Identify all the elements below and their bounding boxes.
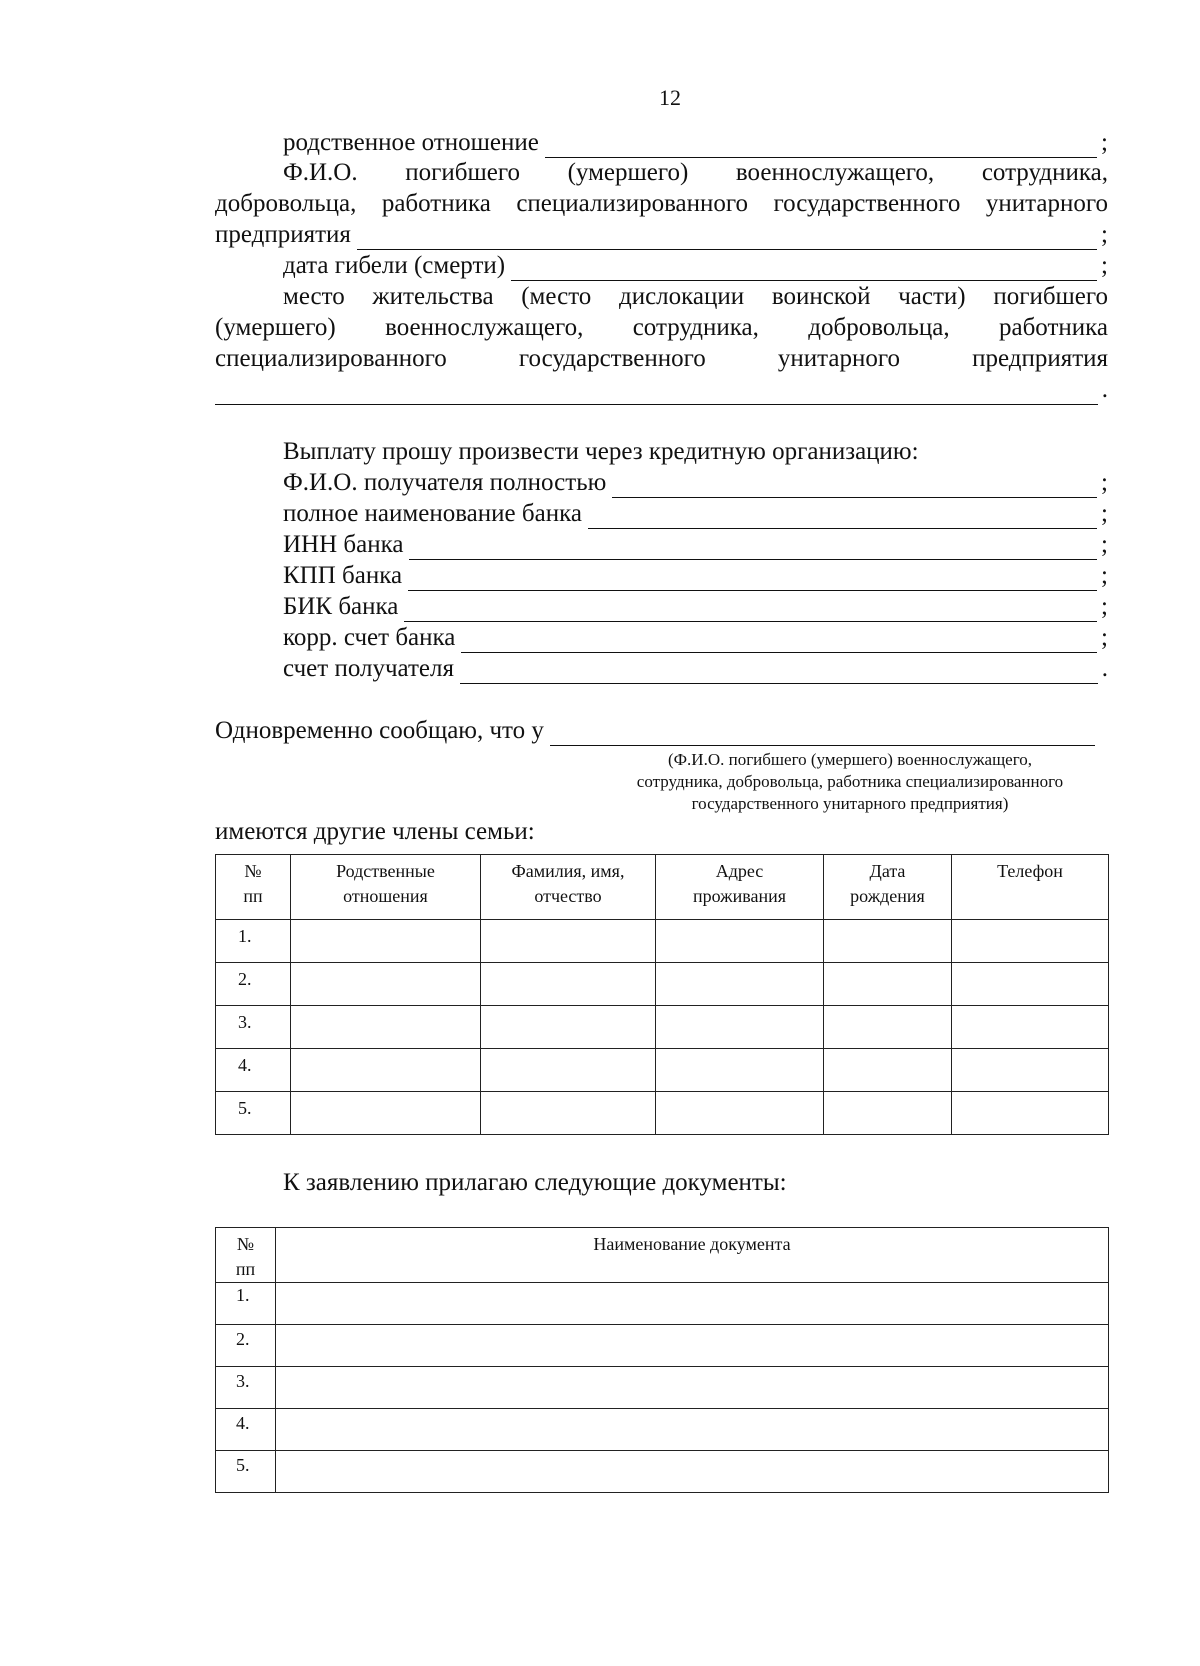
table-cell[interactable]	[276, 1367, 1109, 1409]
deceased-name-input-line[interactable]	[550, 722, 1095, 746]
table-cell[interactable]	[481, 920, 656, 963]
table-cell[interactable]	[952, 920, 1109, 963]
table-cell[interactable]	[276, 1325, 1109, 1367]
semicolon: ;	[1101, 129, 1108, 156]
residence-field	[215, 375, 1108, 405]
payment-field-label: КПП банка	[283, 562, 403, 589]
residence-line-3: специализированного государственного унитарного предприятия	[215, 345, 1109, 372]
header-number: № пп	[216, 1228, 276, 1283]
row-number: 1.	[216, 920, 291, 963]
payment-field-bik	[283, 592, 1108, 622]
field-end: .	[1101, 655, 1108, 682]
payment-heading: Выплату прошу произвести через кредитную организацию:	[283, 438, 919, 465]
table-cell[interactable]	[656, 1049, 824, 1092]
header-document-name: Наименование документа	[276, 1228, 1109, 1283]
table-cell[interactable]	[481, 1006, 656, 1049]
payment-field-label: Ф.И.О. получателя полностью	[283, 469, 607, 496]
relationship-input-line[interactable]	[545, 134, 1097, 158]
table-cell[interactable]	[291, 1049, 481, 1092]
table-cell[interactable]	[481, 1049, 656, 1092]
table-row	[216, 1367, 1109, 1409]
residence-line-1: место жительства (место дислокации воинской части) погибшего	[283, 283, 1109, 310]
field-end: ;	[1101, 531, 1108, 558]
table-header-row	[216, 855, 1109, 920]
family-intro-field	[215, 716, 1095, 746]
header-number: № пп	[216, 855, 291, 920]
payment-field-label: БИК банка	[283, 593, 399, 620]
table-cell[interactable]	[824, 1049, 952, 1092]
table-cell[interactable]	[291, 1006, 481, 1049]
table-row	[216, 1006, 1109, 1049]
table-cell[interactable]	[656, 920, 824, 963]
header-phone: Телефон	[952, 855, 1109, 920]
payment-input-line[interactable]	[461, 629, 1097, 653]
payment-field-label: корр. счет банка	[283, 624, 456, 651]
deceased-caption-line-3: государственного унитарного предприятия)	[691, 794, 1009, 813]
table-row	[216, 1325, 1109, 1367]
table-cell[interactable]	[824, 920, 952, 963]
table-cell[interactable]	[291, 963, 481, 1006]
deceased-caption-line-1: (Ф.И.О. погибшего (умершего) военнослужащего,	[667, 750, 1033, 769]
field-end: ;	[1101, 624, 1108, 651]
table-cell[interactable]	[481, 1092, 656, 1135]
payment-input-line[interactable]	[409, 536, 1097, 560]
table-cell[interactable]	[952, 1006, 1109, 1049]
payment-field-inn	[283, 530, 1108, 560]
documents-table	[215, 1227, 1109, 1493]
table-row	[216, 1409, 1109, 1451]
table-cell[interactable]	[656, 1006, 824, 1049]
row-number: 5.	[216, 1451, 276, 1493]
table-cell[interactable]	[824, 963, 952, 1006]
fio-enterprise-label: предприятия	[215, 221, 351, 248]
field-end: ;	[1101, 469, 1108, 496]
row-number: 3.	[216, 1006, 291, 1049]
table-cell[interactable]	[656, 963, 824, 1006]
table-row	[216, 920, 1109, 963]
deceased-caption-line-2: сотрудника, добровольца, работника специализированного	[636, 772, 1064, 791]
payment-field-bank-name	[283, 499, 1108, 529]
payment-field-label: полное наименование банка	[283, 500, 582, 527]
family-members-table	[215, 854, 1109, 1135]
payment-field-recipient-account	[283, 654, 1108, 684]
field-end: ;	[1101, 562, 1108, 589]
documents-heading: К заявлению прилагаю следующие документы:	[283, 1169, 787, 1196]
payment-field-label: счет получателя	[283, 655, 454, 682]
semicolon: ;	[1101, 221, 1108, 248]
row-number: 4.	[216, 1049, 291, 1092]
residence-line-2: (умершего) военнослужащего, сотрудника, добровольца, работника	[215, 314, 1109, 341]
field-end: ;	[1101, 500, 1108, 527]
period: .	[1101, 376, 1108, 403]
table-cell[interactable]	[952, 1049, 1109, 1092]
table-cell[interactable]	[291, 920, 481, 963]
table-cell[interactable]	[824, 1092, 952, 1135]
header-address: Адрес проживания	[656, 855, 824, 920]
death-date-field	[283, 251, 1108, 281]
table-row	[216, 963, 1109, 1006]
table-row	[216, 1283, 1109, 1325]
payment-field-kpp	[283, 561, 1108, 591]
row-number: 1.	[216, 1283, 276, 1325]
residence-input-line[interactable]	[215, 381, 1098, 405]
header-relationship: Родственные отношения	[291, 855, 481, 920]
row-number: 3.	[216, 1367, 276, 1409]
payment-field-recipient-name	[283, 468, 1108, 498]
page-number: 12	[659, 85, 681, 110]
death-date-label: дата гибели (смерти)	[283, 252, 506, 279]
fio-input-line[interactable]	[357, 226, 1097, 250]
family-intro-label: Одновременно сообщаю, что у	[215, 717, 544, 744]
payment-field-label: ИНН банка	[283, 531, 404, 558]
table-cell[interactable]	[276, 1409, 1109, 1451]
fio-line-2: добровольца, работника специализированного государственного унитарного	[215, 190, 1108, 217]
row-number: 2.	[216, 1325, 276, 1367]
table-cell[interactable]	[291, 1092, 481, 1135]
death-date-input-line[interactable]	[511, 257, 1097, 281]
fio-line-1: Ф.И.О. погибшего (умершего) военнослужащего, сотрудника,	[283, 159, 1108, 186]
header-full-name: Фамилия, имя, отчество	[481, 855, 656, 920]
fio-field	[215, 220, 1108, 250]
payment-field-corr-account	[283, 623, 1108, 653]
semicolon: ;	[1101, 252, 1108, 279]
row-number: 5.	[216, 1092, 291, 1135]
table-cell[interactable]	[656, 1092, 824, 1135]
table-cell[interactable]	[276, 1451, 1109, 1493]
payment-input-line[interactable]	[404, 598, 1097, 622]
table-cell[interactable]	[824, 1006, 952, 1049]
table-header-row	[216, 1228, 1109, 1283]
payment-input-line[interactable]	[460, 660, 1098, 684]
payment-input-line[interactable]	[408, 567, 1097, 591]
family-members-label: имеются другие члены семьи:	[215, 818, 535, 845]
field-end: ;	[1101, 593, 1108, 620]
header-birth-date: Дата рождения	[824, 855, 952, 920]
table-row	[216, 1451, 1109, 1493]
table-row	[216, 1049, 1109, 1092]
relationship-label: родственное отношение	[283, 129, 539, 156]
table-cell[interactable]	[952, 963, 1109, 1006]
row-number: 2.	[216, 963, 291, 1006]
table-cell[interactable]	[952, 1092, 1109, 1135]
table-cell[interactable]	[276, 1283, 1109, 1325]
payment-input-line[interactable]	[588, 505, 1097, 529]
row-number: 4.	[216, 1409, 276, 1451]
table-row	[216, 1092, 1109, 1135]
relationship-field	[283, 128, 1108, 158]
table-cell[interactable]	[481, 963, 656, 1006]
payment-input-line[interactable]	[612, 474, 1097, 498]
